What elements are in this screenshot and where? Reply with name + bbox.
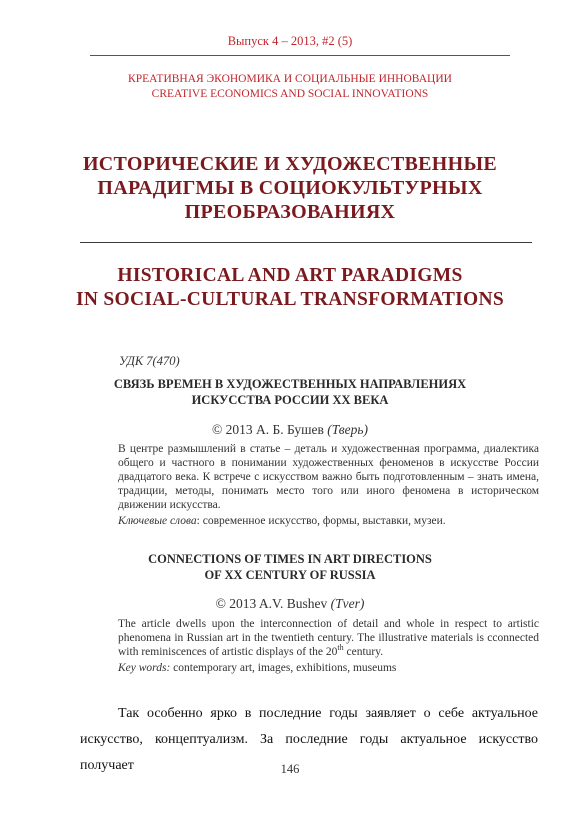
rubric-title-ru-line: ИСТОРИЧЕСКИЕ И ХУДОЖЕСТВЕННЫЕ: [82, 153, 498, 175]
abstract-en-text-end: century.: [343, 646, 384, 658]
keywords-label-en: Key words:: [118, 662, 171, 674]
keywords-value-ru: : современное искусство, формы, выставки, музеи.: [196, 515, 446, 527]
copyright-en: © 2013 A.V. Bushev: [215, 596, 328, 611]
article-title-ru-line: ИСКУССТВА РОССИИ ХХ ВЕКА: [191, 393, 389, 407]
abstract-en: [118, 617, 539, 659]
article-title-en-line: CONNECTIONS OF TIMES IN ART DIRECTIONS: [148, 552, 432, 566]
section-title-en: CREATIVE ECONOMICS AND SOCIAL INNOVATIONS: [151, 88, 429, 100]
abstract-en-sup: th: [337, 643, 344, 653]
udk-code: УДК 7(470): [119, 354, 180, 368]
rubric-title-en-line: HISTORICAL AND ART PARADIGMS: [117, 265, 463, 286]
rubric-title-ru: [0, 152, 580, 224]
city-en: (Tver): [330, 596, 365, 611]
abstract-ru: В центре размышлений в статье – деталь и художественная программа, диалектика общего и частного в понимании художественных феноменов в искусстве России двадцатого века. К встрече с искусством важно быть подготовленным – знать имена, традиции, методы, понимать место того или иного феномена в историческом движении искусства.: [118, 443, 539, 511]
rubric-title-en-line: IN SOCIAL-CULTURAL TRANSFORMATIONS: [75, 289, 505, 310]
keywords-value-en: contemporary art, images, exhibitions, museums: [170, 662, 397, 674]
article-title-ru-line: СВЯЗЬ ВРЕМЕН В ХУДОЖЕСТВЕННЫХ НАПРАВЛЕНИЯХ: [113, 377, 467, 391]
keywords-label-ru: Ключевые слова: [118, 515, 197, 527]
header-divider: [90, 55, 510, 56]
body-line-2: искусство, концептуализм. За последние годы актуальное искусство получает: [80, 732, 538, 773]
section-title-ru: КРЕАТИВНАЯ ЭКОНОМИКА И СОЦИАЛЬНЫЕ ИННОВАЦИИ: [128, 73, 452, 85]
copyright-ru: © 2013 А. Б. Бушев: [211, 422, 324, 437]
rubric-title-ru-line: ПАРАДИГМЫ В СОЦИОКУЛЬТУРНЫХ: [97, 177, 483, 199]
city-ru: (Тверь): [327, 422, 369, 437]
article-title-en: [0, 551, 580, 583]
abstract-en-text: The article dwells upon the interconnection of detail and whole in respect to artistic phenomena in Russian art in the twentieth century. The illustrative materials is cconnected with reminiscences of artistic displays of the 20: [118, 618, 539, 658]
author-line-en: [0, 596, 580, 612]
keywords-en: [118, 661, 539, 675]
body-line-1: Так особенно ярко в последние годы заявляет о себе актуальное: [118, 706, 538, 721]
article-title-ru: [0, 376, 580, 408]
author-line-ru: [0, 422, 580, 438]
rubric-title-en: [0, 264, 580, 312]
issue-number: Выпуск 4 – 2013, #2 (5): [227, 34, 353, 48]
page-number: 146: [280, 762, 300, 776]
article-title-en-line: OF XX CENTURY OF RUSSIA: [204, 568, 376, 582]
rubric-divider: [80, 242, 532, 243]
rubric-title-ru-line: ПРЕОБРАЗОВАНИЯХ: [184, 201, 396, 223]
keywords-ru: [118, 514, 539, 528]
